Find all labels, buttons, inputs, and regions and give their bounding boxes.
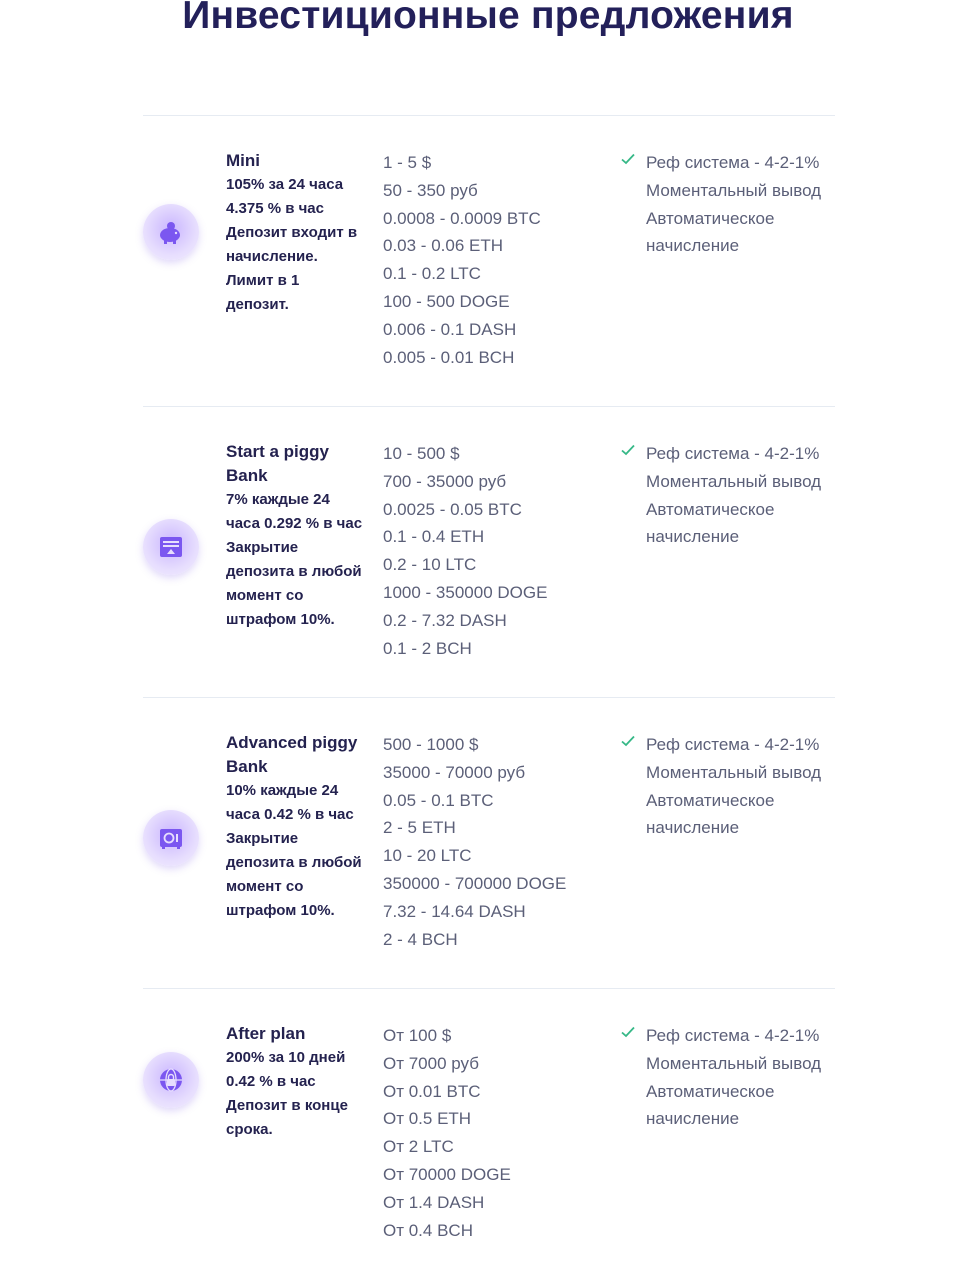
vault-icon xyxy=(143,519,199,575)
plan-description: 7% каждые 24 часа 0.292 % в час Закрытие депозита в любой момент со штрафом 10%. xyxy=(226,491,363,628)
plan-card-after-plan xyxy=(143,988,835,1279)
plan-card-start-piggy-bank xyxy=(143,406,835,697)
plans-list xyxy=(143,115,835,1279)
limit-rub: 700 - 35000 руб xyxy=(383,471,507,491)
feature-auto-accrual: Автоматическое начисление xyxy=(646,499,775,547)
limit-ltc: 0.2 - 10 LTC xyxy=(383,555,477,575)
plan-card-advanced-piggy-bank xyxy=(143,697,835,988)
limit-doge: 350000 - 700000 DOGE xyxy=(383,873,567,893)
limit-btc: 0.0008 - 0.0009 BTC xyxy=(383,208,541,228)
limit-dash: От 1.4 DASH xyxy=(383,1192,485,1212)
limit-eth: 0.03 - 0.06 ETH xyxy=(383,236,504,256)
plan-limits xyxy=(383,731,603,953)
limit-bch: От 0.4 BCH xyxy=(383,1220,473,1240)
feature-instant-withdrawal: Моментальный вывод xyxy=(646,762,822,782)
limit-usd: От 100 $ xyxy=(383,1026,452,1045)
limit-btc: 0.0025 - 0.05 BTC xyxy=(383,499,522,519)
globe-lock-icon xyxy=(143,1052,199,1108)
plan-limits xyxy=(383,1022,603,1244)
feature-referral: Реф система - 4-2-1% xyxy=(646,444,820,463)
limit-eth: 0.1 - 0.4 ETH xyxy=(383,527,485,547)
plan-info xyxy=(226,149,366,317)
limit-rub: От 7000 руб xyxy=(383,1053,479,1073)
feature-instant-withdrawal: Моментальный вывод xyxy=(646,471,822,491)
feature-referral: Реф система - 4-2-1% xyxy=(646,153,820,172)
plan-features xyxy=(621,149,835,260)
piggy-bank-icon xyxy=(143,204,199,260)
limit-usd: 10 - 500 $ xyxy=(383,444,460,463)
safe-icon xyxy=(143,810,199,866)
check-icon xyxy=(621,735,635,747)
plan-name: Advanced piggy Bank xyxy=(226,733,358,776)
limit-ltc: От 2 LTC xyxy=(383,1137,454,1157)
check-icon xyxy=(621,444,635,456)
limit-ltc: 10 - 20 LTC xyxy=(383,846,472,866)
limit-doge: От 70000 DOGE xyxy=(383,1164,511,1184)
plan-description: 105% за 24 часа 4.375 % в час Депозит входит в начисление. Лимит в 1 депозит. xyxy=(226,176,358,313)
limit-bch: 0.005 - 0.01 BCH xyxy=(383,347,515,367)
feature-instant-withdrawal: Моментальный вывод xyxy=(646,180,822,200)
limit-ltc: 0.1 - 0.2 LTC xyxy=(383,264,481,284)
limit-doge: 1000 - 350000 DOGE xyxy=(383,582,548,602)
plan-name: After plan xyxy=(226,1024,306,1043)
feature-referral: Реф система - 4-2-1% xyxy=(646,735,820,754)
plan-info xyxy=(226,1022,366,1142)
feature-auto-accrual: Автоматическое начисление xyxy=(646,1081,775,1129)
plan-info xyxy=(226,731,366,923)
plan-info xyxy=(226,440,366,632)
feature-auto-accrual: Автоматическое начисление xyxy=(646,790,775,838)
limit-rub: 35000 - 70000 руб xyxy=(383,762,526,782)
limit-usd: 1 - 5 $ xyxy=(383,153,432,172)
plan-limits xyxy=(383,440,603,662)
plan-features xyxy=(621,1022,835,1133)
plan-description: 200% за 10 дней 0.42 % в час Депозит в конце срока. xyxy=(226,1049,348,1138)
limit-eth: От 0.5 ETH xyxy=(383,1109,472,1129)
plan-features xyxy=(621,440,835,551)
check-icon xyxy=(621,153,635,165)
page-title: Инвестиционные предложения xyxy=(182,0,794,37)
limit-btc: От 0.01 BTC xyxy=(383,1081,481,1101)
feature-instant-withdrawal: Моментальный вывод xyxy=(646,1053,822,1073)
plan-description: 10% каждые 24 часа 0.42 % в час Закрытие депозита в любой момент со штрафом 10%. xyxy=(226,782,362,919)
check-icon xyxy=(621,1026,635,1038)
limit-dash: 0.006 - 0.1 DASH xyxy=(383,319,517,339)
limit-rub: 50 - 350 руб xyxy=(383,180,478,200)
feature-referral: Реф система - 4-2-1% xyxy=(646,1026,820,1045)
limit-dash: 7.32 - 14.64 DASH xyxy=(383,901,526,921)
plan-name: Mini xyxy=(226,151,260,170)
limit-bch: 0.1 - 2 BCH xyxy=(383,638,472,658)
plan-limits xyxy=(383,149,603,371)
plan-name: Start a piggy Bank xyxy=(226,442,329,485)
feature-auto-accrual: Автоматическое начисление xyxy=(646,208,775,256)
limit-btc: 0.05 - 0.1 BTC xyxy=(383,790,494,810)
plan-features xyxy=(621,731,835,842)
limit-eth: 2 - 5 ETH xyxy=(383,818,456,838)
limit-usd: 500 - 1000 $ xyxy=(383,735,479,754)
plan-card-mini xyxy=(143,115,835,406)
limit-doge: 100 - 500 DOGE xyxy=(383,291,510,311)
limit-bch: 2 - 4 BCH xyxy=(383,929,458,949)
limit-dash: 0.2 - 7.32 DASH xyxy=(383,610,507,630)
